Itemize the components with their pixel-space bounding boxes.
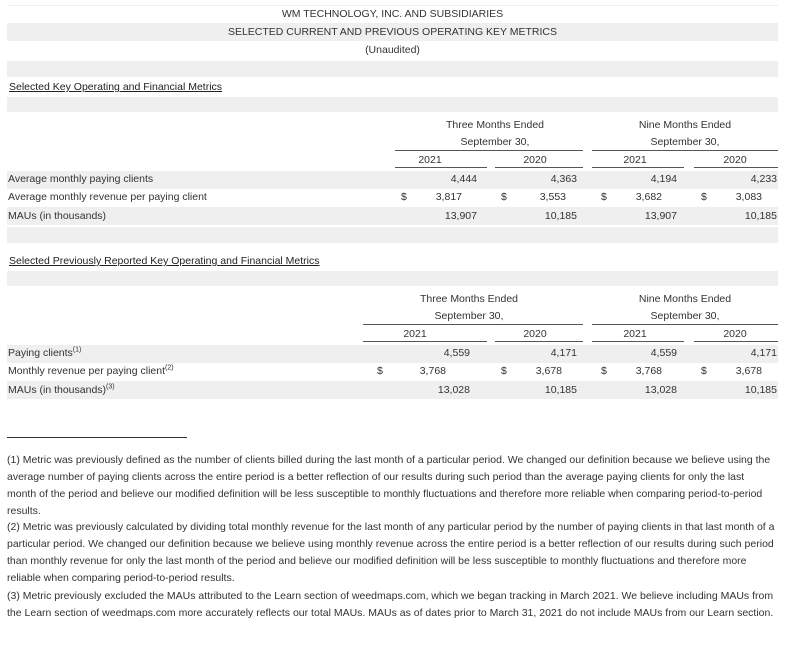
section2-three-months-label [379,291,559,325]
table-cell: 10,185 [544,210,577,222]
table-cell: 3,682 [635,191,662,203]
currency-symbol: $ [701,365,707,377]
table-cell: 3,817 [435,191,462,203]
footnote-ref: (1) [72,346,82,354]
section1-three-months-line1: Three Months Ended [445,119,545,131]
table-cell: 3,678 [535,365,562,377]
table-row-label [8,347,81,359]
table-row-label [8,365,174,377]
section2-year-rule-3 [592,341,684,342]
section2-year-rule-1 [363,341,487,342]
table-cell: 4,363 [550,173,577,185]
section1-year-rule-2 [495,167,583,168]
section2-nine-months-rule [592,324,778,325]
table-cell: 3,553 [539,191,566,203]
section2-three-months-line2: September 30, [434,310,504,322]
section2-title: Selected Previously Reported Key Operating and Financial Metrics [9,255,320,267]
section2-year-col2: 2020 [523,328,547,340]
section2-year-rule-2 [495,341,583,342]
table-cell: 13,907 [444,210,477,222]
section1-band-bottom [7,227,778,243]
footnote-3: (3) Metric previously excluded the MAUs attributed to the Learn section of weedmaps.com, which we began tracking in March 2021. We believe including MAUs from the Learn section of weedmaps.com more accurately reflects our total MAUs. MAUs as of dates prior to March 31, 2021 do not include MAUs from our Learn section. [7,590,774,619]
table-cell: 4,171 [550,347,577,359]
section2-year-rule-4 [694,341,778,342]
section1-nine-months-line2: September 30, [650,136,720,148]
footnote-ref: (3) [106,383,115,391]
section2-nine-months-line1: Nine Months Ended [638,293,732,305]
section1-year-rule-1 [395,167,487,168]
table-cell: 4,194 [650,173,677,185]
footnote-1: (1) Metric was previously defined as the number of clients billed during the last month of a particular period. We changed our definition because we believe using the average number of paying clients across the entire period is a better reflection of our results during such period than the average paying clients for only the last month of the period and believe our modified definition will be less susceptible to monthly fluctuations and therefore more reliable when comparing period-to-period results. [7,454,771,517]
section1-band-top [7,97,778,112]
table-cell: 10,185 [544,384,577,396]
currency-symbol: $ [501,365,507,377]
section1-year-col4: 2020 [723,154,747,166]
currency-symbol: $ [401,191,407,203]
section2-year-col3: 2021 [623,328,647,340]
table-cell: 10,185 [744,210,777,222]
section1-three-months-label [405,117,585,151]
table-cell: 3,678 [735,365,762,377]
section1-three-months-rule [395,150,583,151]
section2-nine-months-label [595,291,775,325]
section2-nine-months-line2: September 30, [650,310,720,322]
report-title: SELECTED CURRENT AND PREVIOUS OPERATING KEY METRICS [227,26,558,38]
table-cell: 13,907 [644,210,677,222]
table-cell: 3,768 [419,365,446,377]
section1-title: Selected Key Operating and Financial Metrics [9,81,223,93]
report-subtitle: (Unaudited) [365,44,420,56]
table-row-label [8,384,115,396]
currency-symbol: $ [701,191,707,203]
row-label-text: Monthly revenue per paying client [8,365,166,377]
table-row-label: Average monthly paying clients [8,173,154,185]
section1-three-months-line2: September 30, [460,136,530,148]
table-cell: 4,444 [450,173,477,185]
section1-year-rule-3 [592,167,684,168]
currency-symbol: $ [501,191,507,203]
table-row-label: MAUs (in thousands) [8,210,107,222]
currency-symbol: $ [601,365,607,377]
section1-nine-months-line1: Nine Months Ended [638,119,732,131]
table-cell: 3,768 [635,365,662,377]
footnote-ref: (2) [165,364,174,372]
section2-three-months-line1: Three Months Ended [419,293,519,305]
table-row-label: Average monthly revenue per paying client [8,191,207,203]
table-cell: 10,185 [744,384,777,396]
table-cell: 4,233 [750,173,777,185]
section2-band-top [7,271,778,286]
footnote-2: (2) Metric was previously calculated by dividing total monthly revenue for the last month of any particular period by the number of paying clients in that last month of a particular period. We changed our definition because we believe using monthly revenue across the entire period is a better reflection of our results during such period than monthly revenue for only the last month of the period and believe our modified definition will be less susceptible to monthly fluctuations and therefore more reliable when comparing period-to-period results. [7,521,775,584]
section1-year-rule-4 [694,167,778,168]
section2-year-col1: 2021 [403,328,427,340]
currency-symbol: $ [601,191,607,203]
company-name: WM TECHNOLOGY, INC. AND SUBSIDIARIES [281,8,504,20]
table-cell: 4,171 [750,347,777,359]
row-label-text: Paying clients [8,347,73,359]
section1-year-col1: 2021 [418,154,442,166]
footnote-divider [7,437,187,438]
table-cell: 4,559 [443,347,470,359]
header-band-3 [7,61,778,77]
section2-year-col4: 2020 [723,328,747,340]
table-cell: 3,083 [735,191,762,203]
currency-symbol: $ [377,365,383,377]
section1-year-col2: 2020 [523,154,547,166]
table-cell: 4,559 [650,347,677,359]
section2-three-months-rule [363,324,583,325]
section1-nine-months-rule [592,150,778,151]
table-cell: 13,028 [644,384,677,396]
table-cell: 13,028 [437,384,470,396]
section1-year-col3: 2021 [623,154,647,166]
row-label-text: MAUs (in thousands) [8,384,107,396]
section1-nine-months-label [595,117,775,151]
